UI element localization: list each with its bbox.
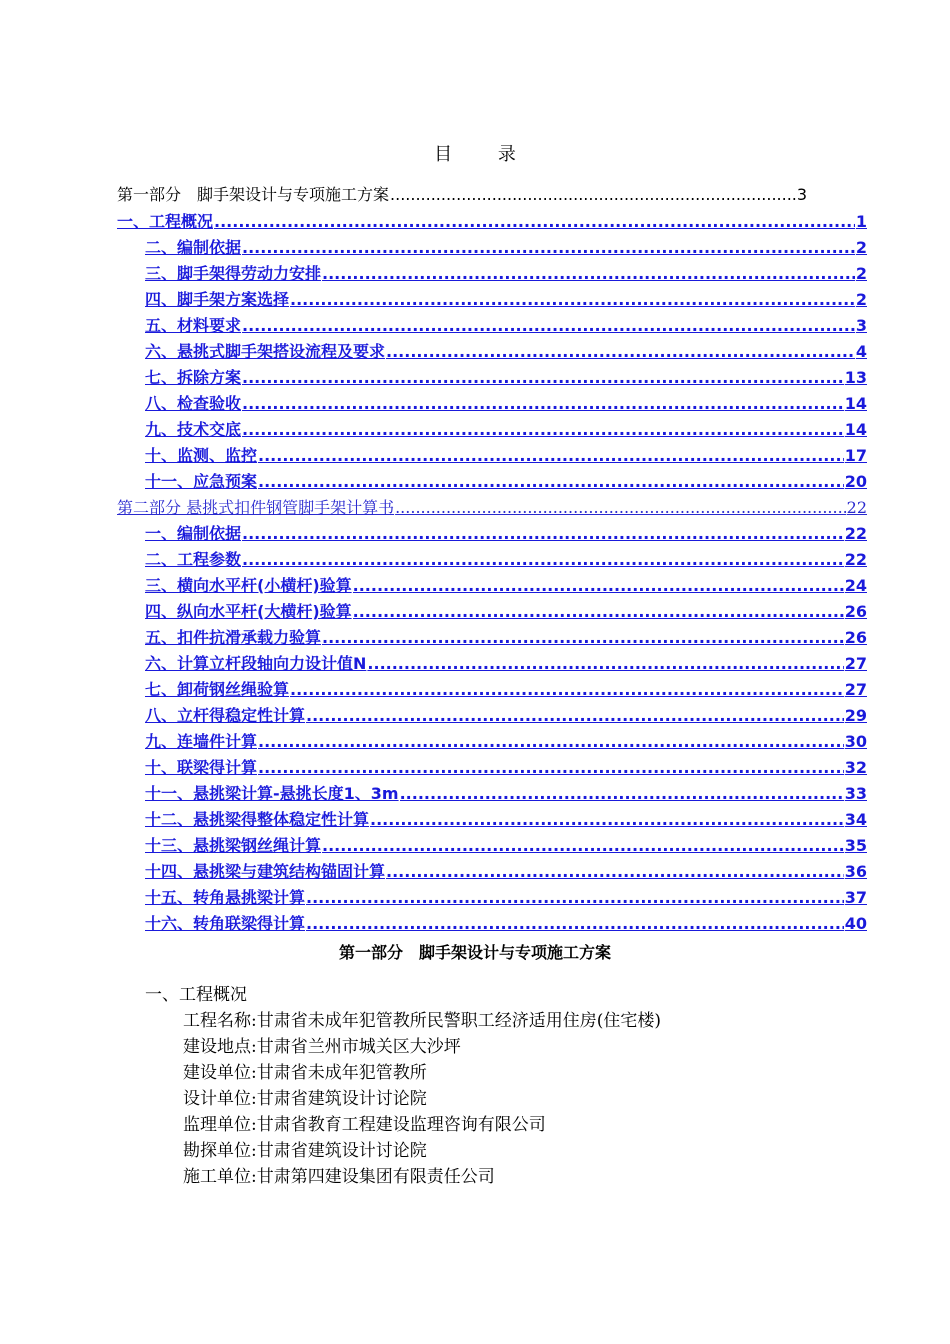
section-title: 第一部分 脚手架设计与专项施工方案 bbox=[338, 943, 611, 962]
toc-entry-page: 36 bbox=[844, 862, 867, 881]
toc-link-item[interactable] bbox=[145, 289, 867, 311]
toc-link-item[interactable] bbox=[145, 913, 867, 935]
toc-entry-label: 七、卸荷钢丝绳验算 bbox=[145, 680, 290, 699]
toc-link-item[interactable] bbox=[145, 367, 867, 389]
toc-link-item[interactable] bbox=[145, 861, 867, 883]
toc-entry-page: 26 bbox=[844, 628, 867, 647]
toc-leader-dots bbox=[400, 783, 844, 805]
toc-leader-dots bbox=[386, 861, 844, 883]
toc-entry-page: 27 bbox=[844, 680, 867, 699]
toc-leader-dots bbox=[367, 653, 843, 675]
toc-link-item[interactable] bbox=[145, 627, 867, 649]
toc-leader-dots bbox=[322, 835, 844, 857]
toc-link-item[interactable] bbox=[117, 211, 867, 233]
toc-entry-label: 九、技术交底 bbox=[145, 420, 242, 439]
toc-link-item[interactable] bbox=[145, 757, 867, 779]
toc-entry-page: 30 bbox=[844, 732, 867, 751]
toc-leader-dots bbox=[290, 679, 844, 701]
toc-leader-dots bbox=[390, 184, 796, 206]
toc-link-item[interactable] bbox=[145, 575, 867, 597]
toc-entry-label: 三、脚手架得劳动力安排 bbox=[145, 264, 322, 283]
toc-entry-page: 24 bbox=[844, 576, 867, 595]
toc-leader-dots bbox=[370, 809, 844, 831]
toc-link-item[interactable] bbox=[145, 809, 867, 831]
toc-link-item[interactable] bbox=[145, 471, 867, 493]
toc-entry-page: 3 bbox=[855, 316, 867, 335]
toc-link-item[interactable] bbox=[145, 549, 867, 571]
toc-leader-dots bbox=[353, 575, 844, 597]
toc-link-item[interactable] bbox=[145, 445, 867, 467]
toc-entry-page: 1 bbox=[855, 212, 867, 231]
toc-entry-page: 22 bbox=[846, 498, 867, 517]
toc-leader-dots bbox=[306, 913, 844, 935]
toc-leader-dots bbox=[306, 887, 844, 909]
project-info-line: 设计单位:甘肃省建筑设计讨论院 bbox=[183, 1089, 427, 1109]
project-info-line: 建设单位:甘肃省未成年犯管教所 bbox=[183, 1063, 427, 1083]
toc-entry-page: 29 bbox=[844, 706, 867, 725]
toc-link-item[interactable] bbox=[145, 601, 867, 623]
toc-entry-label: 四、纵向水平杆(大横杆)验算 bbox=[145, 602, 352, 621]
toc-entry-label: 十一、悬挑梁计算-悬挑长度1、3m bbox=[145, 784, 399, 803]
toc-entry-page: 20 bbox=[844, 472, 867, 491]
toc-leader-dots bbox=[306, 705, 844, 727]
toc-link-item[interactable] bbox=[145, 679, 867, 701]
toc-leader-dots bbox=[258, 445, 844, 467]
toc-entry-label: 九、连墙件计算 bbox=[145, 732, 258, 751]
toc-entry-label: 一、编制依据 bbox=[145, 524, 242, 543]
toc-leader-dots bbox=[214, 211, 855, 233]
toc-entry-label: 第二部分 悬挑式扣件钢管脚手架计算书 bbox=[117, 498, 395, 517]
toc-link-item[interactable] bbox=[145, 887, 867, 909]
toc-leader-dots bbox=[258, 471, 844, 493]
toc-title-char-1: 目 bbox=[434, 144, 453, 165]
toc-leader-dots bbox=[322, 627, 844, 649]
toc-entry-page: 34 bbox=[844, 810, 867, 829]
toc-link-item[interactable] bbox=[145, 731, 867, 753]
toc-link-item[interactable] bbox=[145, 341, 867, 363]
toc-link-item[interactable] bbox=[145, 523, 867, 545]
toc-entry-label: 十二、悬挑梁得整体稳定性计算 bbox=[145, 810, 370, 829]
toc-link-item[interactable] bbox=[145, 315, 867, 337]
toc-leader-dots bbox=[242, 419, 844, 441]
toc-title bbox=[0, 140, 950, 166]
toc-leader-dots bbox=[290, 289, 855, 311]
toc-entry-label: 四、脚手架方案选择 bbox=[145, 290, 290, 309]
toc-leader-dots bbox=[242, 393, 844, 415]
project-info-line: 工程名称:甘肃省未成年犯管教所民警职工经济适用住房(住宅楼) bbox=[183, 1011, 661, 1031]
toc-entry-label: 六、悬挑式脚手架搭设流程及要求 bbox=[145, 342, 386, 361]
toc-entry-page: 2 bbox=[855, 238, 867, 257]
toc-leader-dots bbox=[242, 549, 844, 571]
toc-leader-dots bbox=[353, 601, 844, 623]
toc-entry-page: 32 bbox=[844, 758, 867, 777]
toc-entry-page: 35 bbox=[844, 836, 867, 855]
toc-entry-label: 一、工程概况 bbox=[117, 212, 214, 231]
toc-link-item[interactable] bbox=[145, 835, 867, 857]
toc-entry-page: 40 bbox=[844, 914, 867, 933]
toc-entry-page: 17 bbox=[844, 446, 867, 465]
project-info-line: 勘探单位:甘肃省建筑设计讨论院 bbox=[183, 1141, 427, 1161]
toc-entry-page: 22 bbox=[844, 524, 867, 543]
toc-entry-label: 十、监测、监控 bbox=[145, 446, 258, 465]
toc-link-item[interactable] bbox=[145, 653, 867, 675]
toc-entry-page: 4 bbox=[855, 342, 867, 361]
toc-entry-label: 六、计算立杆段轴向力设计值N bbox=[145, 654, 367, 673]
toc-entry-label: 二、工程参数 bbox=[145, 550, 242, 569]
toc-leader-dots bbox=[322, 263, 855, 285]
toc-link-item[interactable] bbox=[145, 393, 867, 415]
toc-link-item[interactable] bbox=[145, 419, 867, 441]
toc-entry-label: 十四、悬挑梁与建筑结构锚固计算 bbox=[145, 862, 386, 881]
toc-entry-label: 十五、转角悬挑梁计算 bbox=[145, 888, 306, 907]
toc-leader-dots bbox=[242, 237, 855, 259]
toc-leader-dots bbox=[258, 757, 844, 779]
toc-entry-label: 十一、应急预案 bbox=[145, 472, 258, 491]
toc-entry-page: 37 bbox=[844, 888, 867, 907]
toc-part1-entry[interactable] bbox=[117, 184, 807, 206]
toc-link-item[interactable] bbox=[145, 263, 867, 285]
toc-link-item[interactable] bbox=[145, 705, 867, 727]
toc-entry-page: 2 bbox=[855, 264, 867, 283]
toc-entry-page: 33 bbox=[844, 784, 867, 803]
toc-entry-page: 14 bbox=[844, 394, 867, 413]
toc-title-char-2: 录 bbox=[497, 144, 516, 165]
toc-entry-label: 十三、悬挑梁钢丝绳计算 bbox=[145, 836, 322, 855]
subsection-heading: 一、工程概况 bbox=[145, 985, 247, 1005]
toc-entry-label: 十、联梁得计算 bbox=[145, 758, 258, 777]
toc-leader-dots bbox=[386, 341, 855, 363]
toc-entry-label: 十六、转角联梁得计算 bbox=[145, 914, 306, 933]
toc-entry-page: 26 bbox=[844, 602, 867, 621]
toc-leader-dots bbox=[242, 523, 844, 545]
toc-leader-dots bbox=[395, 497, 846, 519]
project-info-line: 监理单位:甘肃省教育工程建设监理咨询有限公司 bbox=[183, 1115, 546, 1135]
toc-entry-page: 13 bbox=[844, 368, 867, 387]
toc-entry-page: 27 bbox=[844, 654, 867, 673]
toc-part2-entry[interactable] bbox=[117, 497, 867, 519]
project-info-line: 建设地点:甘肃省兰州市城关区大沙坪 bbox=[183, 1037, 461, 1057]
toc-entry-page: 14 bbox=[844, 420, 867, 439]
toc-entry-label: 五、扣件抗滑承载力验算 bbox=[145, 628, 322, 647]
toc-entry-label: 三、横向水平杆(小横杆)验算 bbox=[145, 576, 352, 595]
project-info-line: 施工单位:甘肃第四建设集团有限责任公司 bbox=[183, 1167, 495, 1187]
toc-entry-label: 七、拆除方案 bbox=[145, 368, 242, 387]
toc-leader-dots bbox=[242, 315, 855, 337]
toc-entry-page: 2 bbox=[855, 290, 867, 309]
toc-entry-page: 3 bbox=[796, 185, 807, 204]
toc-link-item[interactable] bbox=[145, 237, 867, 259]
toc-entry-label: 第一部分 脚手架设计与专项施工方案 bbox=[117, 185, 390, 204]
toc-link-item[interactable] bbox=[145, 783, 867, 805]
toc-entry-label: 二、编制依据 bbox=[145, 238, 242, 257]
toc-leader-dots bbox=[258, 731, 844, 753]
toc-entry-page: 22 bbox=[844, 550, 867, 569]
toc-entry-label: 八、立杆得稳定性计算 bbox=[145, 706, 306, 725]
toc-leader-dots bbox=[242, 367, 844, 389]
toc-entry-label: 八、检查验收 bbox=[145, 394, 242, 413]
toc-entry-label: 五、材料要求 bbox=[145, 316, 242, 335]
